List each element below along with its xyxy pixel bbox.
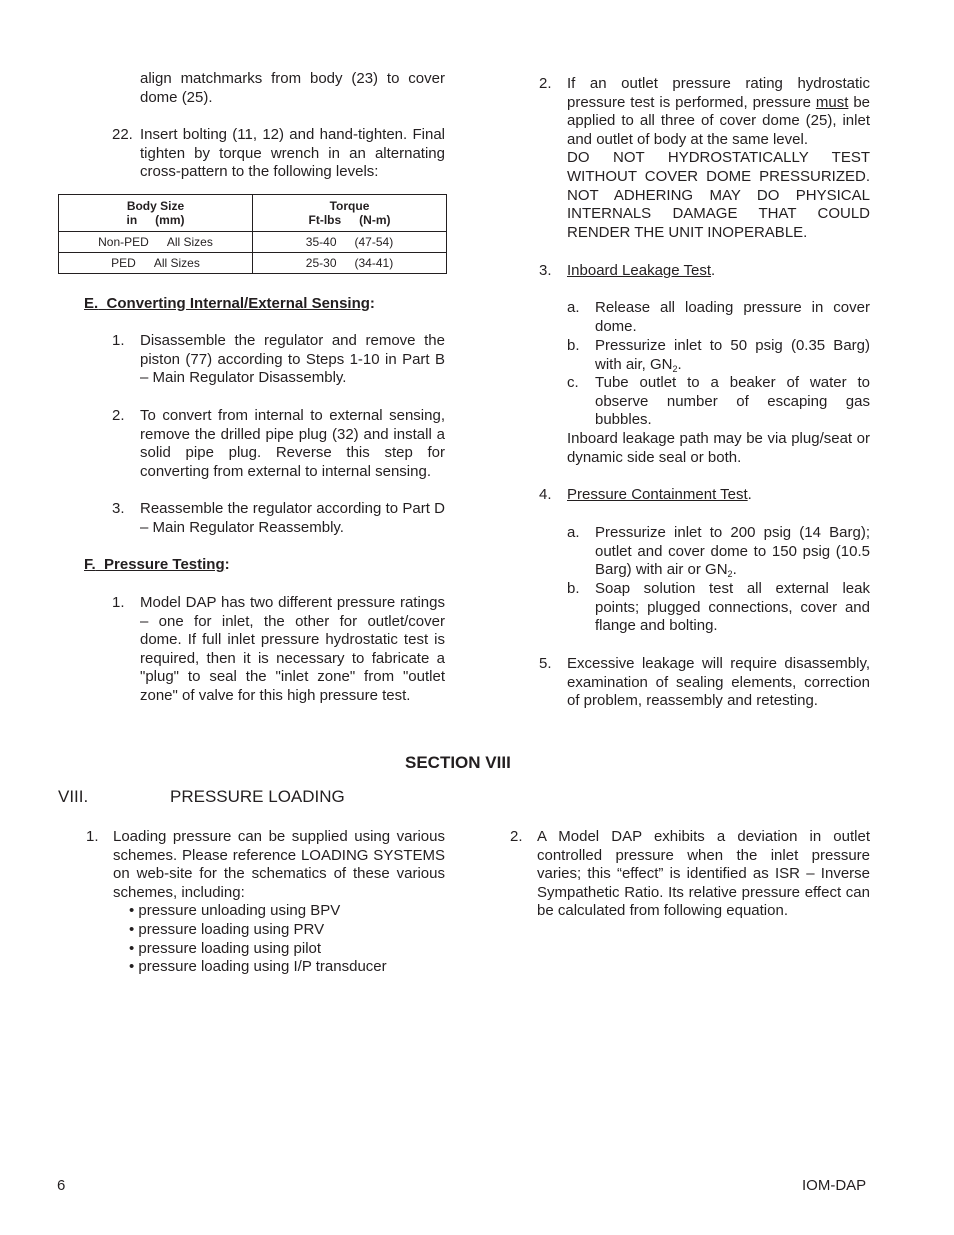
page-number: 6 xyxy=(57,1177,66,1194)
viii-item1-number: 1. xyxy=(86,828,99,845)
e-item3-text: Reassemble the regulator according to Part D – Main Regulator Reassembly. xyxy=(140,500,445,536)
torque-table xyxy=(58,194,447,274)
r3a-text: Release all loading pressure in cover dome. xyxy=(595,299,870,335)
viii-item2-text: A Model DAP exhibits a deviation in outlet controlled pressure when the inlet pressure varies; this “effect” is identified as ISR – Inverse Sympathetic Ratio. Its relative pressure effect can be calculated from following equation. xyxy=(537,828,870,920)
section-viii-numeral: VIII. xyxy=(58,787,89,806)
viii-item1-text: Loading pressure can be supplied using various schemes. Please reference LOADING SYSTEMS on web-site for the schematics of these various schemes, including: • pressure unloading using BPV • pressure loading using PRV • pressure loading using pilot • pressure loading using I/P transducer xyxy=(113,828,445,977)
f-item1-text: Model DAP has two different pressure ratings – one for inlet, the other for outlet/cover dome. If full inlet pressure hydrostatic test is required, then it is necessary to fabricate a "plug" to seal the "inlet zone" from "outlet zone" of valve for this high pressure test. xyxy=(140,594,445,704)
r4a-text: Pressurize inlet to 200 psig (14 Barg); outlet and cover dome to 150 psig (10.5 Barg) with air or $GN_2$. xyxy=(595,524,870,580)
hydrostatic-warning: DO NOT HYDROSTATICALLY TEST WITHOUT COVER DOME PRESSURIZED. NOT ADHERING MAY DO PHYSICAL INTERNALS DAMAGE THAT COULD RENDER THE UNIT INOPERABLE. xyxy=(567,149,870,241)
torque-header: Torque Ft-lbs (N-m) xyxy=(253,195,447,232)
viii-item2-number: 2. xyxy=(510,828,523,845)
list-item: • pressure loading using I/P transducer xyxy=(129,958,445,977)
e-item2-number: 2. xyxy=(112,407,125,424)
section-e-heading: E. Converting Internal/External Sensing: xyxy=(84,295,375,312)
r-item2-number: 2. xyxy=(539,75,552,92)
e-item1-number: 1. xyxy=(112,332,125,349)
table-row: Non-PED All Sizes 35-40 (47-54) xyxy=(59,232,447,253)
table-header-row xyxy=(59,195,447,232)
section-viii-title: PRESSURE LOADING xyxy=(170,787,345,806)
inboard-leakage-title: Inboard Leakage Test. xyxy=(567,262,716,279)
e-item1-text: Disassemble the regulator and remove the piston (77) according to Steps 1-10 in Part B – Main Regulator Disassembly. xyxy=(140,332,445,387)
r3a-letter: a. xyxy=(567,299,580,316)
r3b-letter: b. xyxy=(567,337,580,354)
step22-text: Insert bolting (11, 12) and hand-tighten. Final tighten by torque wrench in an alternating cross-pattern to the following levels: xyxy=(140,126,445,181)
list-item: • pressure loading using PRV xyxy=(129,921,445,940)
f-item1-number: 1. xyxy=(112,594,125,611)
r-item4-number: 4. xyxy=(539,486,552,503)
list-item: • pressure loading using pilot xyxy=(129,940,445,959)
r-item2-text: If an outlet pressure rating hydrostatic pressure test is performed, pressure must be applied to all three of cover dome (25), inlet and outlet of body at the same level. DO NOT HYDROSTATICALLY TEST WITHOUT COVER DOME PRESSURIZED. NOT ADHERING MAY DO PHYSICAL INTERNALS DAMAGE THAT COULD RENDER THE UNIT INOPERABLE. xyxy=(567,75,870,241)
r4b-text: Soap solution test all external leak points; plugged connections, cover and flange and bolting. xyxy=(595,580,870,635)
inboard-leakage-note: Inboard leakage path may be via plug/seat or dynamic side seal or both. xyxy=(567,430,870,466)
r3c-letter: c. xyxy=(567,374,579,391)
pressure-containment-title: Pressure Containment Test. xyxy=(567,486,752,503)
r4a-letter: a. xyxy=(567,524,580,541)
r-item5-text: Excessive leakage will require disassembly, examination of sealing elements, correction of problem, reassembly and retesting. xyxy=(567,655,870,710)
table-row: PED All Sizes 25-30 (34-41) xyxy=(59,253,447,274)
r-item3-number: 3. xyxy=(539,262,552,279)
step21-continuation: align matchmarks from body (23) to cover dome (25). xyxy=(140,70,445,106)
r-item5-number: 5. xyxy=(539,655,552,672)
body-size-header: Body Size in (mm) xyxy=(59,195,253,232)
e-item2-text: To convert from internal to external sensing, remove the drilled pipe plug (32) and install a solid pipe plug. Reverse this step for converting from external to internal sensing. xyxy=(140,407,445,480)
r4b-letter: b. xyxy=(567,580,580,597)
section-f-heading: F. Pressure Testing: xyxy=(84,556,230,573)
r3c-text: Tube outlet to a beaker of water to observe number of escaping gas bubbles. xyxy=(595,374,870,429)
loading-schemes-list xyxy=(129,902,445,976)
document-id: IOM-DAP xyxy=(802,1177,867,1194)
list-item: • pressure unloading using BPV xyxy=(129,902,445,921)
step22-number: 22. xyxy=(112,126,133,143)
r3b-text: Pressurize inlet to 50 psig (0.35 Barg) with air, $GN_2$. xyxy=(595,337,870,374)
section-viii-heading: SECTION VIII xyxy=(405,753,511,772)
e-item3-number: 3. xyxy=(112,500,125,517)
